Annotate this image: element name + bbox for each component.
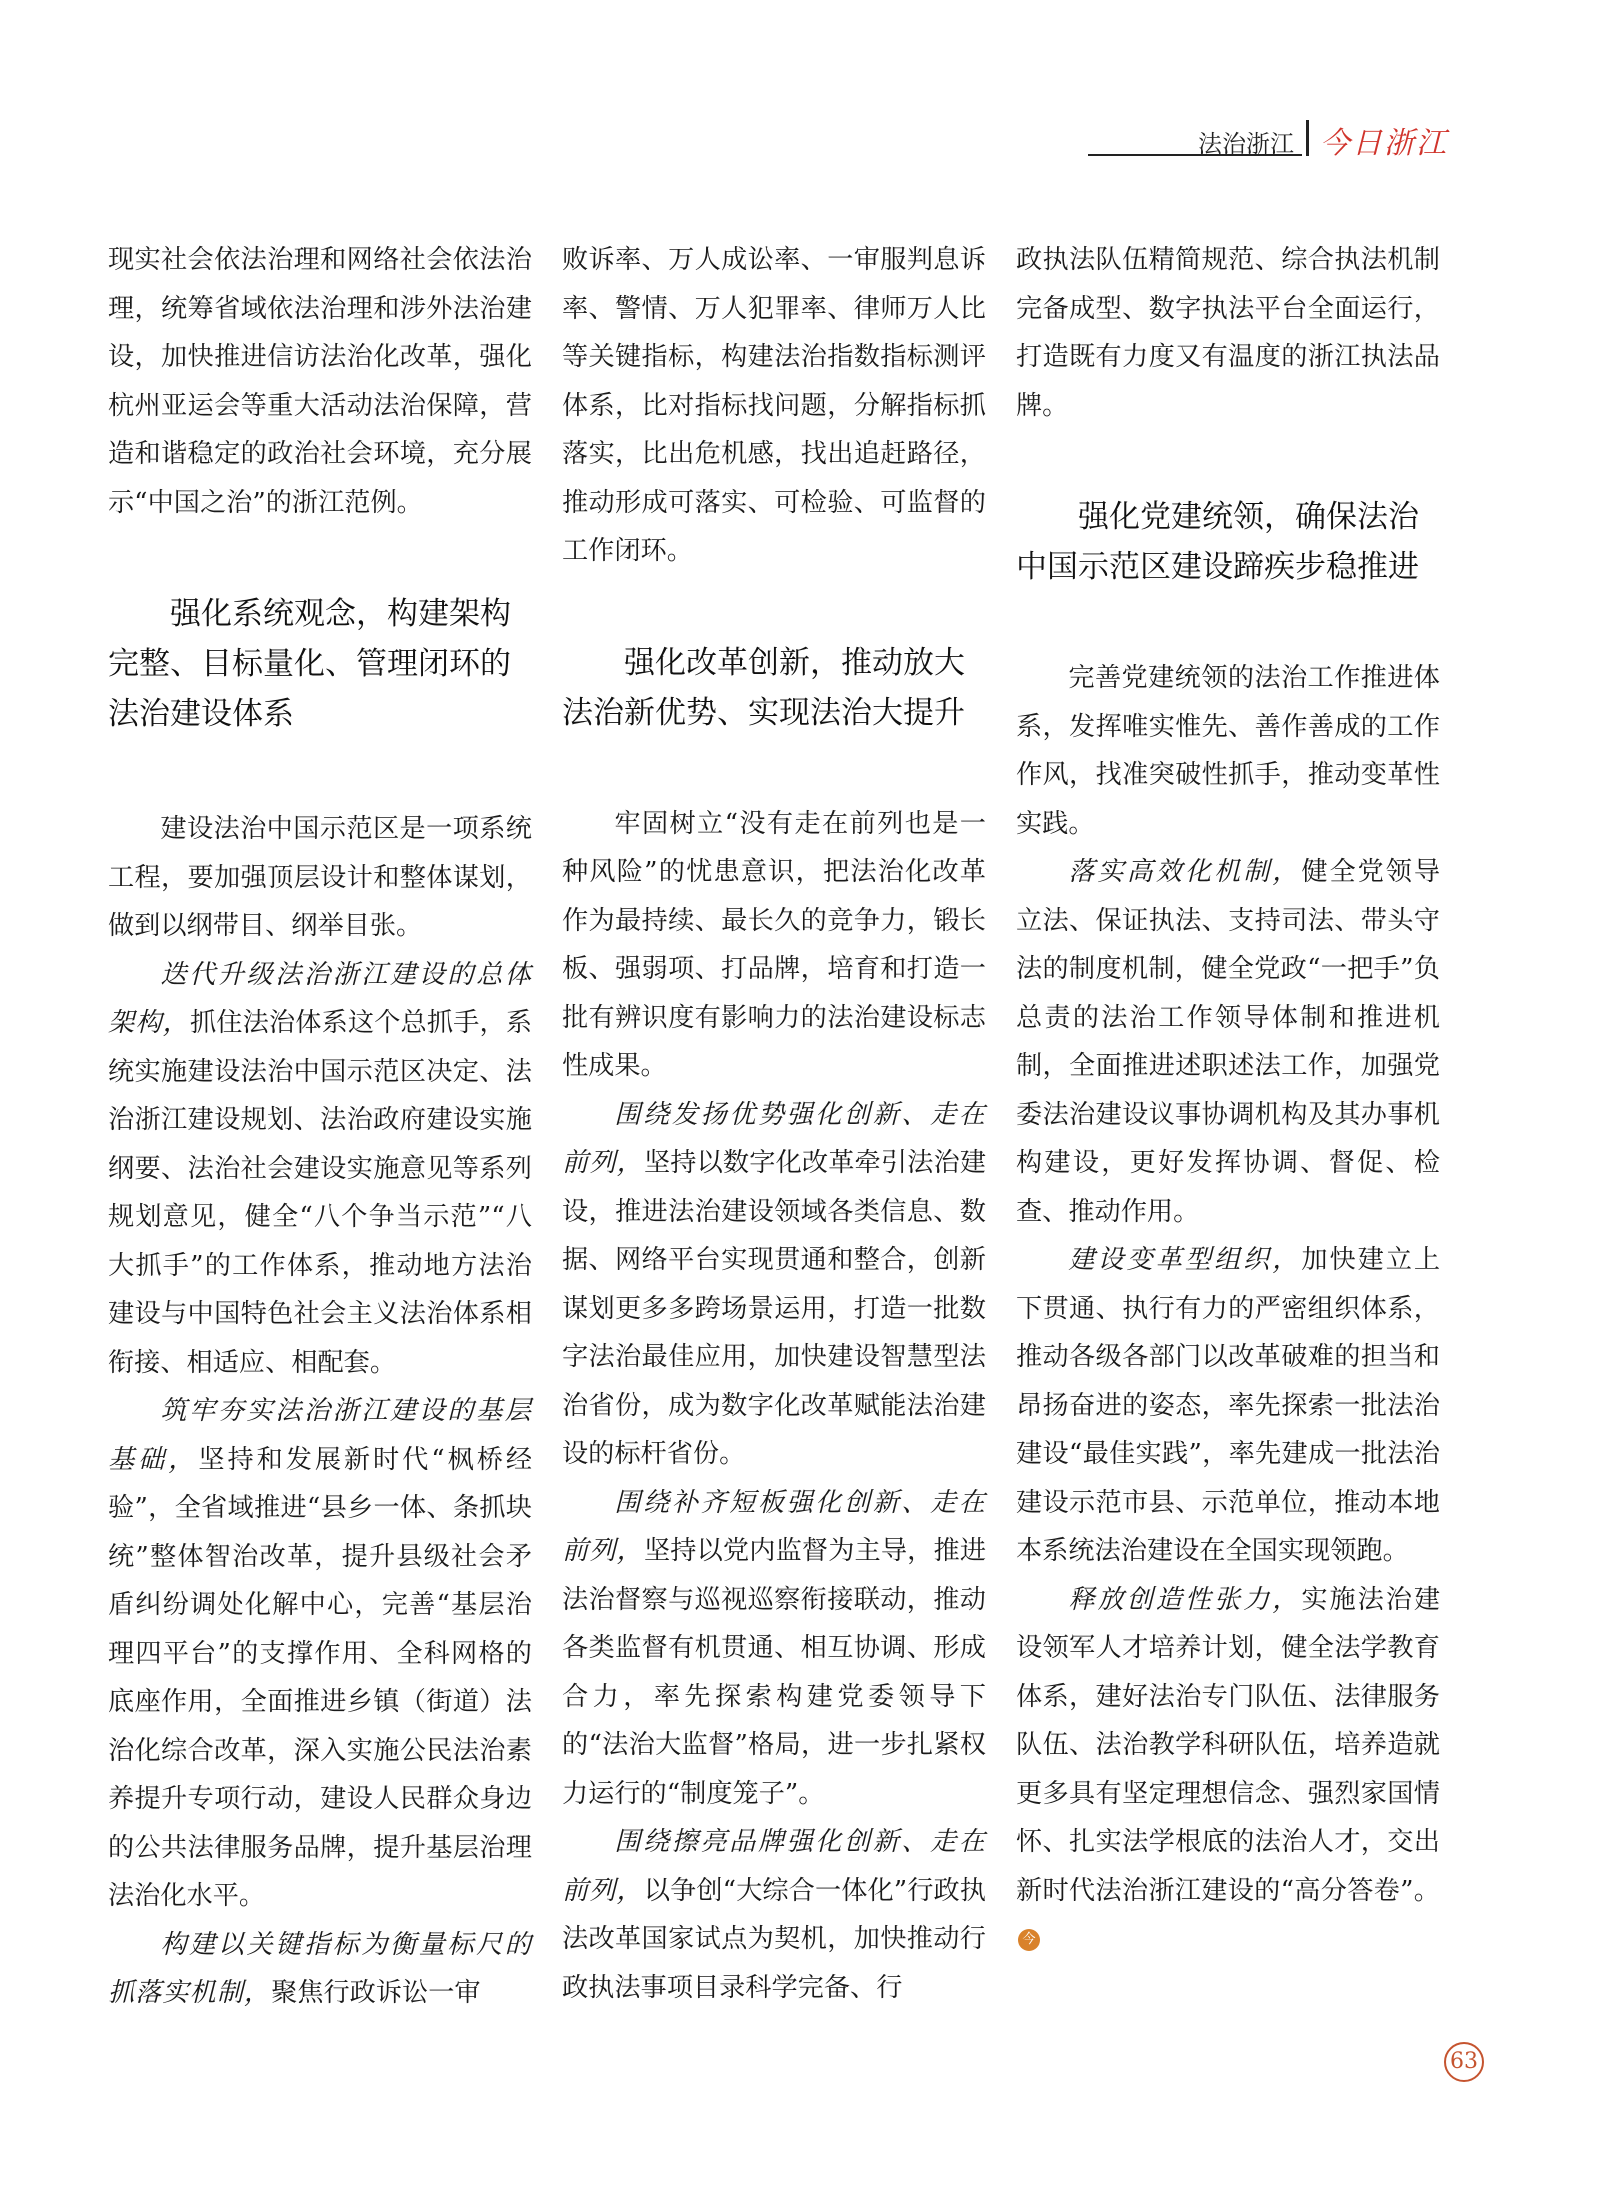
paragraph-body: 聚焦行政诉讼一审: [271, 1978, 481, 2008]
column-2: [562, 236, 986, 2012]
paragraph: [562, 1091, 986, 1479]
paragraph-body: 抓住法治体系这个总抓手，系统实施建设法治中国示范区决定、法治浙江建设规划、法治政府建设实施纲要、法治社会建设实施意见等系列规划意见，健全“八个争当示范”“八大抓手”的工作体系，推动地方法治建设与中国特色社会主义法治体系相衔接、相适应、相配套。: [108, 1008, 533, 1378]
paragraph-lead: 建设变革型组织，: [1068, 1245, 1302, 1275]
paragraph-lead: 围绕补齐短板强化创新、走在前列，: [562, 1487, 986, 1566]
paragraph-body: 坚持以党内监督为主导，推进法治督察与巡视巡察衔接联动，推动各类监督有机贯通、相互协调、形成合力，率先探索构建党委领导下的“法治大监督”格局，进一步扎紧权力运行的“制度笼子”。: [562, 1536, 987, 1809]
paragraph: 政执法队伍精简规范、综合执法机制完备成型、数字执法平台全面运行，打造既有力度又有温度的浙江执法品牌。: [1016, 245, 1440, 421]
magazine-logo: 今日浙江: [1320, 126, 1448, 161]
paragraph-lead: 构建以关键指标为衡量标尺的抓落实机制，: [108, 1929, 532, 2008]
paragraph-body: 加快建立上下贯通、执行有力的严密组织体系，推动各级各部门以改革破难的担当和昂扬奋进的姿态，率先探索一批法治建设“最佳实践”，率先建成一批法治建设示范市县、示范单位，推动本地本系统法治建设在全国实现领跑。: [1016, 1245, 1441, 1566]
paragraph: [108, 1387, 532, 1921]
paragraph: [1016, 1236, 1440, 1576]
paragraph: [562, 1479, 986, 1819]
paragraph-body: 健全党领导立法、保证执法、支持司法、带头守法的制度机制，健全党政“一把手”负总责的法治工作领导体制和推进机制，全面推进述职述法工作，加强党委法治建设议事协调机构及其办事机构建设，更好发挥协调、督促、检查、推动作用。: [1016, 857, 1441, 1227]
paragraph: 完善党建统领的法治工作推进体系，发挥唯实惟先、善作善成的工作作风，找准突破性抓手，推动变革性实践。: [1016, 663, 1440, 839]
paragraph-body: 以争创“大综合一体化”行政执法改革国家试点为契机，加快推动行政执法事项目录科学完备、行: [562, 1875, 986, 2003]
section-heading: 强化系统观念，构建架构完整、目标量化、管理闭环的法治建设体系: [108, 596, 511, 732]
paragraph: 牢固树立“没有走在前列也是一种风险”的忧患意识，把法治化改革作为最持续、最长久的竞争力，锻长板、强弱项、打品牌，培育和打造一批有辨识度有影响力的法治建设标志性成果。: [562, 808, 986, 1081]
section-heading: 强化改革创新，推动放大法治新优势、实现法治大提升: [562, 644, 965, 731]
paragraph: [562, 1818, 986, 2012]
section-name: 法治浙江: [1198, 130, 1294, 158]
column-1: [108, 236, 532, 2018]
paragraph: [108, 951, 532, 1388]
paragraph-lead: 筑牢夯实法治浙江建设的基层基础，: [108, 1396, 532, 1475]
header-divider: [1306, 120, 1309, 156]
page-header: [1088, 118, 1452, 161]
paragraph-lead: 围绕擦亮品牌强化创新、走在前列，: [562, 1827, 986, 1906]
paragraph-body: 坚持和发展新时代“枫桥经验”，全省域推进“县乡一体、条抓块统”整体智治改革，提升县级社会矛盾纠纷调处化解中心，完善“基层治理四平台”的支撑作用、全科网格的底座作用，全面推进乡镇（街道）法治化综合改革，深入实施公民法治素养提升专项行动，建设人民群众身边的公共法律服务品牌，提升基层治理法治化水平。: [108, 1444, 533, 1911]
end-mark-icon: 今: [1018, 1929, 1040, 1951]
paragraph: [1016, 1576, 1440, 1964]
paragraph: 建设法治中国示范区是一项系统工程，要加强顶层设计和整体谋划，做到以纲带目、纲举目张。: [108, 814, 532, 941]
paragraph-lead: 迭代升级法治浙江建设的总体架构，: [108, 959, 532, 1038]
paragraph-body: 实施法治建设领军人才培养计划，健全法学教育体系，建好法治专门队伍、法律服务队伍、法治教学科研队伍，培养造就更多具有坚定理想信念、强烈家国情怀、扎实法学根底的法治人才，交出新时代法治浙江建设的“高分答卷”。: [1016, 1584, 1441, 1906]
paragraph: 败诉率、万人成讼率、一审服判息诉率、警情、万人犯罪率、律师万人比等关键指标，构建法治指数指标测评体系，比对指标找问题，分解指标抓落实，比出危机感，找出追赶路径，推动形成可落实、可检验、可监督的工作闭环。: [562, 245, 986, 566]
page-number: 63: [1444, 2042, 1484, 2082]
paragraph-lead: 释放创造性张力，: [1068, 1584, 1302, 1615]
paragraph: [1016, 848, 1440, 1236]
paragraph: 现实社会依法治理和网络社会依法治理，统筹省域依法治理和涉外法治建设，加快推进信访法治化改革，强化杭州亚运会等重大活动法治保障，营造和谐稳定的政治社会环境，充分展示“中国之治”的浙江范例。: [108, 245, 532, 518]
section-heading: 强化党建统领，确保法治中国示范区建设蹄疾步稳推进: [1016, 499, 1419, 585]
paragraph: [108, 1921, 532, 2018]
paragraph-body: 坚持以数字化改革牵引法治建设，推进法治建设领域各类信息、数据、网络平台实现贯通和整合，创新谋划更多多跨场景运用，打造一批数字法治最佳应用，加快建设智慧型法治省份，成为数字化改革赋能法治建设的标杆省份。: [562, 1148, 987, 1469]
paragraph-lead: 围绕发扬优势强化创新、走在前列，: [562, 1099, 986, 1178]
paragraph-lead: 落实高效化机制，: [1068, 857, 1302, 887]
column-3: [1016, 236, 1440, 1964]
